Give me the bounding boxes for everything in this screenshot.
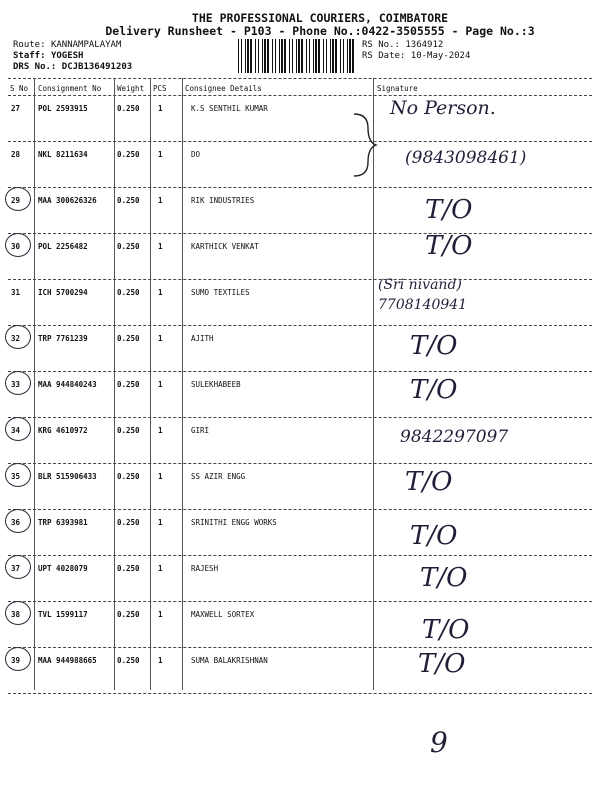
barcode-bar (296, 39, 297, 73)
row-consignee: K.S SENTHIL KUMAR (191, 104, 268, 113)
rs-date-label: RS Date: (362, 51, 406, 61)
row-rule (8, 693, 592, 694)
barcode-bar (284, 39, 286, 73)
table-row (0, 277, 600, 327)
circle-mark-icon (5, 463, 31, 487)
table-row (0, 189, 600, 235)
row-consignment: MAA 944840243 (38, 380, 97, 389)
barcode-bar (349, 39, 351, 73)
row-weight: 0.250 (117, 610, 140, 619)
barcode-bar (332, 39, 334, 73)
row-rule (8, 371, 592, 372)
row-consignee: AJITH (191, 334, 214, 343)
row-pcs: 1 (158, 610, 163, 619)
row-weight: 0.250 (117, 656, 140, 665)
barcode-bar (275, 39, 276, 73)
row-sno: 37 (11, 564, 21, 573)
staff-line (13, 51, 83, 61)
barcode-bar (326, 39, 327, 73)
row-consignment: TRP 6393981 (38, 518, 88, 527)
row-consignee: SRINITHI ENGG WORKS (191, 518, 277, 527)
row-pcs: 1 (158, 518, 163, 527)
circle-mark-icon (5, 601, 31, 625)
col-consignment: Consignment No (38, 84, 102, 93)
barcode-bar (238, 39, 239, 73)
row-consignee: MAXWELL SORTEX (191, 610, 255, 619)
col-signature: Signature (377, 84, 418, 93)
barcode-bar (315, 39, 317, 73)
table-row (0, 97, 600, 143)
circle-mark-icon (5, 233, 31, 257)
table-row (0, 649, 600, 695)
row-signature: 9842297097 (400, 427, 509, 447)
row-consignee: DO (191, 150, 201, 159)
barcode-bar (267, 39, 269, 73)
row-pcs: 1 (158, 150, 163, 159)
row-sno: 38 (11, 610, 21, 619)
row-weight: 0.250 (117, 196, 140, 205)
barcode-bar (281, 39, 283, 73)
row-sno: 28 (11, 150, 21, 159)
col-weight: Weight (117, 84, 145, 93)
row-weight: 0.250 (117, 104, 140, 113)
barcode-bar (292, 39, 293, 73)
row-consignment: BLR 515906433 (38, 472, 97, 481)
barcode-bar (298, 39, 300, 73)
circle-mark-icon (5, 417, 31, 441)
row-sno: 34 (11, 426, 21, 435)
table-top-rule (8, 78, 592, 79)
barcode-bar (340, 39, 341, 73)
row-rule (8, 325, 592, 326)
row-signature: (9843098461) (405, 148, 527, 168)
row-signature: (Sri nivand) 7708140941 (378, 277, 468, 313)
barcode-bar (279, 39, 280, 73)
barcode-bar (313, 39, 314, 73)
barcode-bar (258, 39, 259, 73)
barcode-bar (241, 39, 242, 73)
row-consignee: SUMO TEXTILES (191, 288, 250, 297)
drs-label: DRS No.: (13, 62, 57, 72)
row-consignment: ICH 5700294 (38, 288, 88, 297)
row-weight: 0.250 (117, 288, 140, 297)
barcode-bar (343, 39, 344, 73)
row-signature: T/O (405, 467, 453, 497)
row-pcs: 1 (158, 104, 163, 113)
row-consignment: TRP 7761239 (38, 334, 88, 343)
row-rule (8, 233, 592, 234)
brace-mark-icon (350, 110, 380, 180)
circle-mark-icon (5, 187, 31, 211)
barcode-bar (335, 39, 337, 73)
row-weight: 0.250 (117, 426, 140, 435)
row-consignment: TVL 1599117 (38, 610, 88, 619)
row-rule (8, 555, 592, 556)
rs-no-label: RS No.: (362, 40, 400, 50)
row-consignee: GIRI (191, 426, 210, 435)
row-rule (8, 509, 592, 510)
barcode-bar (262, 39, 263, 73)
barcode-bar (255, 39, 256, 73)
staff-label: Staff: (13, 51, 46, 61)
rs-no-line (362, 40, 443, 50)
barcode-bar (330, 39, 331, 73)
circle-mark-icon (5, 509, 31, 533)
row-consignee: RIK INDUSTRIES (191, 196, 255, 205)
barcode-icon (238, 39, 356, 73)
table-row (0, 603, 600, 649)
row-signature: No Person. (390, 97, 496, 119)
row-consignee: RAJESH (191, 564, 219, 573)
row-consignee: KARTHICK VENKAT (191, 242, 259, 251)
row-signature: T/O (410, 375, 458, 405)
row-signature: T/O (418, 649, 466, 679)
row-pcs: 1 (158, 242, 163, 251)
barcode-bar (318, 39, 320, 73)
row-sno: 35 (11, 472, 21, 481)
col-consignee: Consignee Details (185, 84, 262, 93)
barcode-bar (272, 39, 273, 73)
row-pcs: 1 (158, 426, 163, 435)
route-line (13, 40, 121, 50)
col-pcs: PCS (153, 84, 167, 93)
row-weight: 0.250 (117, 242, 140, 251)
company-title: THE PROFESSIONAL COURIERS, COIMBATORE (191, 11, 449, 25)
row-weight: 0.250 (117, 518, 140, 527)
row-weight: 0.250 (117, 564, 140, 573)
table-row (0, 143, 600, 189)
row-rule (8, 463, 592, 464)
row-sno: 33 (11, 380, 21, 389)
row-weight: 0.250 (117, 150, 140, 159)
drs-value: DCJB136491203 (61, 62, 133, 72)
row-consignee: SULEKHABEEB (191, 380, 241, 389)
barcode-bar (250, 39, 252, 73)
rs-no-value: 1364912 (405, 40, 444, 50)
row-sno: 39 (11, 656, 21, 665)
barcode-bar (347, 39, 348, 73)
row-consignment: POL 2593915 (38, 104, 88, 113)
barcode-bar (352, 39, 354, 73)
row-consignment: MAA 300626326 (38, 196, 97, 205)
row-pcs: 1 (158, 196, 163, 205)
row-consignment: NKL 8211634 (38, 150, 88, 159)
route-label: Route: (13, 40, 46, 50)
row-rule (8, 187, 592, 188)
row-consignment: MAA 944988665 (38, 656, 97, 665)
row-sno: 29 (11, 196, 21, 205)
circle-mark-icon (5, 325, 31, 349)
barcode-bar (301, 39, 303, 73)
drs-line (13, 62, 132, 72)
table-row (0, 419, 600, 465)
row-pcs: 1 (158, 334, 163, 343)
table-row (0, 557, 600, 603)
table-row (0, 465, 600, 511)
table-row (0, 327, 600, 373)
row-signature: T/O (420, 563, 468, 593)
row-weight: 0.250 (117, 334, 140, 343)
row-sno: 32 (11, 334, 21, 343)
row-consignment: KRG 4610972 (38, 426, 88, 435)
row-rule (8, 601, 592, 602)
row-signature: T/O (410, 521, 458, 551)
rs-date-line (362, 51, 470, 61)
row-sno: 27 (11, 104, 21, 113)
row-rule (8, 647, 592, 648)
row-consignee: SUMA BALAKRISHNAN (191, 656, 268, 665)
row-consignment: POL 2256482 (38, 242, 88, 251)
circle-mark-icon (5, 647, 31, 671)
route-value: KANNAMPALAYAM (50, 40, 122, 50)
table-row (0, 373, 600, 419)
barcode-bar (264, 39, 266, 73)
row-consignee: SS AZIR ENGG (191, 472, 246, 481)
row-pcs: 1 (158, 564, 163, 573)
row-consignment: UPT 4028079 (38, 564, 88, 573)
col-sno: S No (10, 84, 29, 93)
row-sno: 31 (11, 288, 21, 297)
row-rule (8, 417, 592, 418)
barcode-bar (247, 39, 249, 73)
circle-mark-icon (5, 555, 31, 579)
row-signature: T/O (410, 331, 458, 361)
staff-value: YOGESH (50, 51, 84, 61)
barcode-bar (309, 39, 310, 73)
barcode-bar (245, 39, 246, 73)
row-sno: 36 (11, 518, 21, 527)
header-bottom-rule (8, 95, 592, 96)
row-signature: T/O (425, 195, 473, 225)
barcode-bar (289, 39, 290, 73)
row-sno: 30 (11, 242, 21, 251)
circle-mark-icon (5, 371, 31, 395)
row-weight: 0.250 (117, 472, 140, 481)
table-row (0, 511, 600, 557)
row-rule (8, 141, 592, 142)
rs-date-value: 10-May-2024 (410, 51, 471, 61)
row-weight: 0.250 (117, 380, 140, 389)
row-pcs: 1 (158, 656, 163, 665)
row-signature: T/O (425, 231, 473, 261)
barcode-bar (323, 39, 324, 73)
runsheet-subtitle: Delivery Runsheet - P103 - Phone No.:0422-3505555 - Page No.:3 (105, 24, 535, 38)
row-signature: T/O (422, 615, 470, 645)
row-pcs: 1 (158, 380, 163, 389)
page-note: 9 (430, 726, 448, 759)
barcode-bar (306, 39, 307, 73)
row-pcs: 1 (158, 472, 163, 481)
row-pcs: 1 (158, 288, 163, 297)
